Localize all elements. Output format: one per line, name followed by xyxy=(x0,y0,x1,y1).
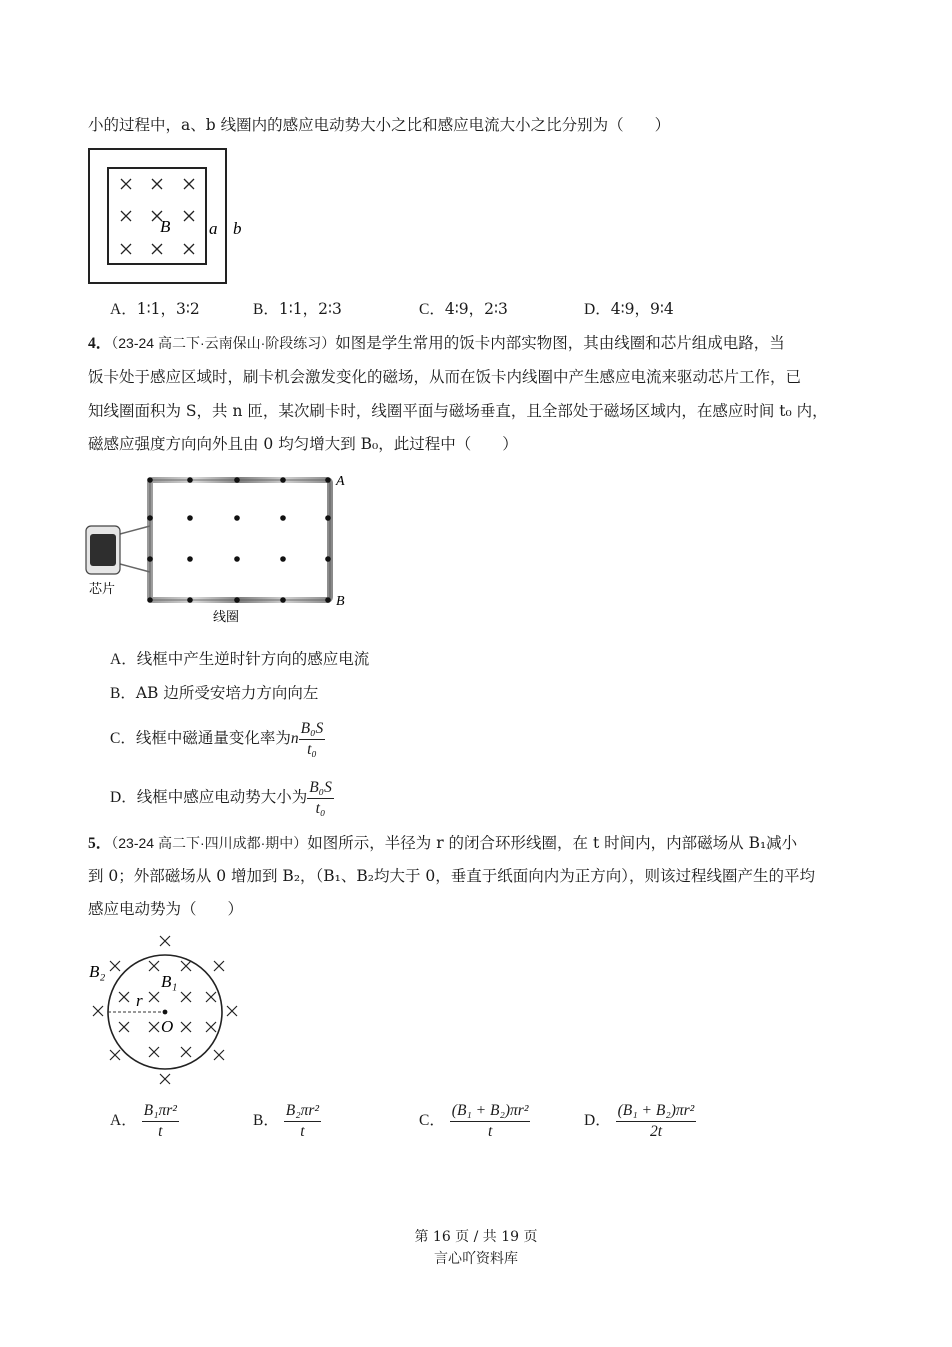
q5-stem-line-2: 到 0；外部磁场从 0 增加到 B₂，（B₁、B₂均大于 0，垂直于纸面向内为正方向），则该过程线圈产生的平均 xyxy=(88,867,816,885)
coil-label: 线圈 xyxy=(213,610,240,625)
q4-stem-line-2: 饭卡处于感应区域时，刷卡机会激发变化的磁场，从而在饭卡内线圈中产生感应电流来驱动芯片工作，已 xyxy=(88,368,802,386)
q4-source: （23-24 高二下·云南保山·阶段练习） xyxy=(111,335,336,351)
center-point xyxy=(163,1010,168,1015)
field-dots xyxy=(147,477,331,603)
q5-number: 5． xyxy=(88,835,112,852)
coil-frame xyxy=(150,480,330,600)
q4-option-b[interactable]: B．AB 边所受安培力方向向左 xyxy=(110,684,319,702)
q5-option-a[interactable]: A． $\frac{\text{B₁πr²}}{t}$ xyxy=(110,1101,177,1140)
q5-stem-line-3: 感应电动势为（ ） xyxy=(88,900,244,918)
label-B: B xyxy=(160,217,171,236)
label-a: a xyxy=(209,219,218,238)
label-O: O xyxy=(161,1017,174,1036)
q5-option-d[interactable]: D． $\frac{\text{(B₁ + B₂)πr²}}{2t}$ xyxy=(584,1101,695,1140)
q5-option-c[interactable]: C． $\frac{\text{(B₁ + B₂)πr²}}{t}$ xyxy=(419,1101,529,1140)
q3-coil-figure xyxy=(88,148,258,288)
library-name: 言心吖资料库 xyxy=(434,1251,518,1267)
q3-option-d[interactable]: D．4∶9，9∶4 xyxy=(584,300,674,318)
q4-stem-line-3: 知线圈面积为 S，共 n 匝，某次刷卡时，线圈平面与磁场垂直，且全部处于磁场区域内，在感应时间 t₀ 内， xyxy=(88,402,828,420)
q5-ring-figure xyxy=(85,932,250,1090)
q5-source: （23-24 高二下·四川成都·期中） xyxy=(111,835,308,851)
page-number: 第 16 页 / 共 19 页 xyxy=(414,1229,538,1245)
q5-option-b[interactable]: B． $\frac{\text{B₂πr²}}{t}$ xyxy=(253,1101,320,1140)
field-crosses xyxy=(121,179,194,254)
q4-card-figure xyxy=(80,468,360,630)
label-A: A xyxy=(336,474,345,489)
q3-stem: 小的过程中，a、b 线圈内的感应电动势大小之比和感应电流大小之比分别为（ ） xyxy=(88,116,671,134)
q3-option-a[interactable]: A．1∶1，3∶2 xyxy=(110,300,200,318)
q4-stem-line-1: 4．（23-24 高二下·云南保山·阶段练习）如图是学生常用的饭卡内部实物图，其由线圈和芯片组成电路，当 xyxy=(88,334,785,352)
label-b: b xyxy=(233,219,242,238)
chip-core xyxy=(90,534,116,566)
label-B: B xyxy=(336,594,345,609)
chip-leads xyxy=(120,526,150,572)
q4-option-d[interactable]: D．线框中感应电动势大小为 $\frac{\text{B₀S}}{\text{t₀}}$ xyxy=(110,778,332,817)
q4-option-c[interactable]: C．线框中磁通量变化率为n $\frac{\text{B₀S}}{\text{t₀}}$ xyxy=(110,719,324,758)
q3-option-b[interactable]: B．1∶1，2∶3 xyxy=(253,300,342,318)
q5-stem-line-1: 5．（23-24 高二下·四川成都·期中）如图所示，半径为 r 的闭合环形线圈，在 t 时间内，内部磁场从 B₁减小 xyxy=(88,834,798,852)
chip-label: 芯片 xyxy=(89,582,116,597)
label-B1: B₁ xyxy=(161,972,178,991)
q4-stem-line-4: 磁感应强度方向向外且由 0 均匀增大到 B₀，此过程中（ ） xyxy=(88,435,518,453)
label-r: r xyxy=(136,991,143,1010)
label-B2: B₂ xyxy=(89,962,106,981)
q3-option-c[interactable]: C．4∶9，2∶3 xyxy=(419,300,508,318)
q4-option-a[interactable]: A．线框中产生逆时针方向的感应电流 xyxy=(110,650,370,668)
q4-number: 4． xyxy=(88,335,112,352)
